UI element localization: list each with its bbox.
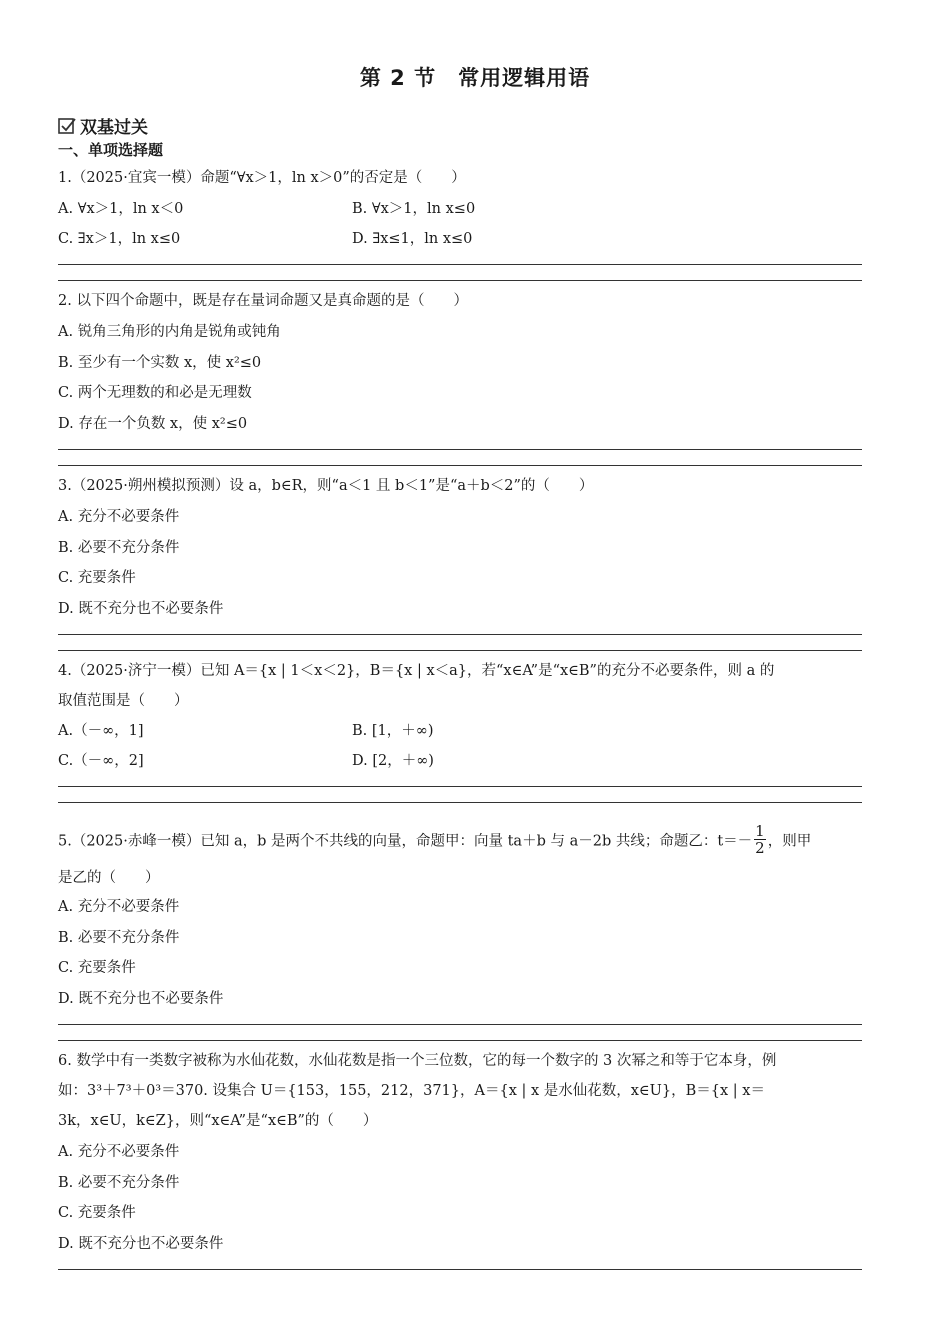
question-5-stem-tail: ，则甲 <box>767 833 812 850</box>
question-2-option-c[interactable]: C. 两个无理数的和必是无理数 <box>58 385 252 401</box>
question-4-stem-line-1: 4.（2025·济宁一模）已知 A＝{x | 1＜x＜2}，B＝{x | x＜a}，若“x∈A”是“x∈B”的充分不必要条件，则 a 的 <box>58 663 775 679</box>
answer-line <box>58 634 862 635</box>
question-6-option-a[interactable]: A. 充分不必要条件 <box>58 1144 180 1160</box>
question-2-stem: 2. 以下四个命题中，既是存在量词命题又是真命题的是（ ） <box>58 293 468 309</box>
question-6-option-d[interactable]: D. 既不充分也不必要条件 <box>58 1236 224 1252</box>
question-6-option-c[interactable]: C. 充要条件 <box>58 1205 136 1221</box>
question-4-stem-line-2: 取值范围是（ ） <box>58 693 189 709</box>
question-4-option-d[interactable]: D. [2，＋∞) <box>352 753 434 769</box>
subsection-title: 一、单项选择题 <box>58 141 164 159</box>
answer-line <box>58 465 862 466</box>
answer-line <box>58 264 862 265</box>
page-title: 第 2 节 常用逻辑用语 <box>359 66 591 90</box>
section-heading <box>58 113 148 138</box>
question-4-option-b[interactable]: B. [1，＋∞) <box>352 723 434 739</box>
question-6-stem-line-3: 3k，x∈U，k∈Z}，则“x∈A”是“x∈B”的（ ） <box>58 1113 378 1129</box>
question-1-option-d[interactable]: D. ∃x≤1，ln x≤0 <box>352 231 473 247</box>
answer-line <box>58 1024 862 1025</box>
fraction-denominator: 2 <box>755 839 765 857</box>
question-5-stem-line-2: 是乙的（ ） <box>58 870 160 886</box>
fraction-numerator: 1 <box>755 822 765 840</box>
question-2-option-b[interactable]: B. 至少有一个实数 x，使 x²≤0 <box>58 355 262 371</box>
answer-line <box>58 1040 862 1041</box>
answer-line <box>58 786 862 787</box>
answer-line <box>58 802 862 803</box>
question-6-option-b[interactable]: B. 必要不充分条件 <box>58 1175 180 1191</box>
question-5-stem-text: 5.（2025·赤峰一模）已知 a，b 是两个不共线的向量，命题甲：向量 ta＋b 与 a－2b 共线；命题乙：t＝－ <box>58 833 753 850</box>
question-6-stem-line-2: 如：3³＋7³＋0³＝370. 设集合 U＝{153，155，212，371}，A＝{x | x 是水仙花数，x∈U}，B＝{x | x＝ <box>58 1083 765 1099</box>
section-title: 双基过关 <box>80 118 148 138</box>
answer-line <box>58 280 862 281</box>
question-6-stem-line-1: 6. 数学中有一类数字被称为水仙花数，水仙花数是指一个三位数，它的每一个数字的 3 次幂之和等于它本身，例 <box>58 1053 777 1069</box>
answer-line <box>58 650 862 651</box>
question-3-option-d[interactable]: D. 既不充分也不必要条件 <box>58 601 224 617</box>
question-3-option-b[interactable]: B. 必要不充分条件 <box>58 540 180 556</box>
question-3-stem: 3.（2025·朔州模拟预测）设 a，b∈R，则“a＜1 且 b＜1”是“a＋b＜2”的（ ） <box>58 478 594 494</box>
question-3-option-c[interactable]: C. 充要条件 <box>58 570 136 586</box>
question-4-option-c[interactable]: C.（－∞，2] <box>58 753 144 769</box>
question-1-option-c[interactable]: C. ∃x＞1，ln x≤0 <box>58 231 181 247</box>
answer-line <box>58 449 862 450</box>
question-2-option-a[interactable]: A. 锐角三角形的内角是锐角或钝角 <box>58 324 281 340</box>
question-5-option-a[interactable]: A. 充分不必要条件 <box>58 899 180 915</box>
question-1-option-a[interactable]: A. ∀x＞1，ln x＜0 <box>58 201 184 217</box>
question-1-option-b[interactable]: B. ∀x＞1，ln x≤0 <box>352 201 476 217</box>
question-5-option-b[interactable]: B. 必要不充分条件 <box>58 930 180 946</box>
question-5-option-c[interactable]: C. 充要条件 <box>58 960 136 976</box>
question-3-option-a[interactable]: A. 充分不必要条件 <box>58 509 180 525</box>
fraction <box>754 823 766 856</box>
question-2-option-d[interactable]: D. 存在一个负数 x，使 x²≤0 <box>58 416 248 432</box>
question-5-option-d[interactable]: D. 既不充分也不必要条件 <box>58 991 224 1007</box>
question-1-stem: 1.（2025·宜宾一模）命题“∀x＞1，ln x＞0”的否定是（ ） <box>58 170 466 186</box>
answer-line <box>58 1269 862 1270</box>
question-5-stem-line-1 <box>58 822 812 858</box>
question-4-option-a[interactable]: A.（－∞，1] <box>58 723 144 739</box>
checkbox-icon <box>58 117 76 135</box>
